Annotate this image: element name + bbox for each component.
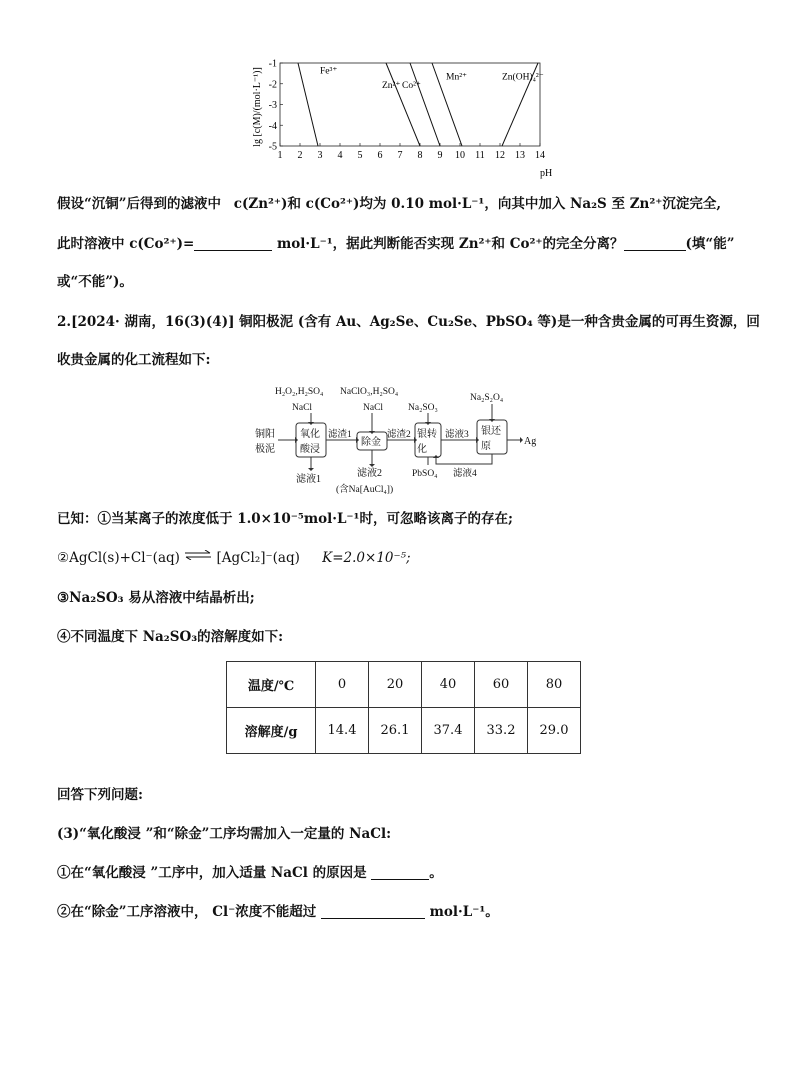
x-tick-label: 7 xyxy=(397,150,403,161)
filter-residue-1: 滤渣1 xyxy=(328,430,352,440)
q1-line1a: 假设“沉铜”后得到的滤液中 xyxy=(57,196,222,212)
solubility-cell: 37.4 xyxy=(422,708,475,754)
reagent-3: Na₂SO₃ xyxy=(408,403,438,413)
reagent-1: H₂O₂,H₂SO₄ xyxy=(275,387,324,397)
x-tick-label: 1 xyxy=(277,150,283,161)
y-tick-label: -3 xyxy=(268,100,277,111)
q1-line1b: c(Zn²⁺)和 c(Co²⁺)均为 0.10 mol·L⁻¹，向其中加入 Na₂S 至 Zn²⁺沉淀完全, xyxy=(233,196,722,212)
plot-frame xyxy=(280,63,540,146)
reagent-4: Na₂S₂O₄ xyxy=(470,393,504,403)
y-tick-label: -1 xyxy=(268,58,277,70)
q1-line2b: mol·L⁻¹，据此判断能否实现 Zn²⁺和 Co²⁺的完全分离？ xyxy=(277,236,624,252)
x-tick-label: 8 xyxy=(417,150,423,161)
box4-line2: 原 xyxy=(481,441,491,452)
question-3b xyxy=(57,903,499,921)
answer-blank-1[interactable] xyxy=(194,236,272,251)
solubility-cell: 33.2 xyxy=(475,708,528,754)
box3-line1: 银转 xyxy=(417,429,437,440)
series-label-3: Mn²⁺ xyxy=(446,72,468,83)
solubility-cell: 29.0 xyxy=(528,708,581,754)
filtrate-1: 滤液1 xyxy=(296,474,321,485)
row-header-temp: 温度/℃ xyxy=(227,662,316,708)
answer-prompt: 回答下列问题: xyxy=(57,787,143,803)
temp-cell: 60 xyxy=(475,662,528,708)
x-tick-label: 14 xyxy=(535,150,545,161)
x-axis-label: pH xyxy=(540,168,553,179)
table-row xyxy=(227,708,581,754)
box4-line1: 银还 xyxy=(481,426,501,437)
known-2b: [AgCl₂]⁻(aq) xyxy=(216,550,300,566)
x-tick-label: 2 xyxy=(297,150,303,161)
box1-line2: 酸浸 xyxy=(300,444,320,455)
y-axis-label: lg [c(M)/(mol·L⁻¹)] xyxy=(252,67,263,147)
known-3: ③Na₂SO₃ 易从溶液中结晶析出; xyxy=(57,590,255,606)
series-label-0: Fe³⁺ xyxy=(320,66,338,77)
ph-chart xyxy=(240,55,560,180)
start-label-2: 极泥 xyxy=(255,444,275,455)
question-3a-text: ①在“氧化酸浸 ”工序中，加入适量 NaCl 的原因是 xyxy=(57,865,367,881)
solubility-cell: 14.4 xyxy=(316,708,369,754)
series-label-1: Zn²⁺ xyxy=(382,80,401,91)
known-2c: K=2.0×10⁻⁵; xyxy=(322,550,411,566)
y-tick-label: -4 xyxy=(268,120,277,132)
q1-line2 xyxy=(57,235,734,253)
answer-blank-2[interactable] xyxy=(624,236,686,251)
known-2 xyxy=(57,549,411,567)
question-3: (3)“氧化酸浸 ”和“除金”工序均需加入一定量的 NaCl: xyxy=(57,826,392,842)
chart-plot xyxy=(269,59,545,162)
box2-label: 除金 xyxy=(361,437,381,448)
q2-line2: 收贵金属的化工流程如下: xyxy=(57,352,211,368)
q1-line2c: (填“能” xyxy=(685,236,735,252)
answer-blank-3[interactable] xyxy=(371,865,429,880)
temp-cell: 80 xyxy=(528,662,581,708)
product-ag: Ag xyxy=(524,436,537,447)
series-line-0 xyxy=(298,63,318,146)
x-tick-label: 10 xyxy=(455,150,465,161)
question-3b-end: mol·L⁻¹。 xyxy=(429,904,499,920)
solubility-table xyxy=(226,661,581,754)
x-tick-label: 9 xyxy=(437,150,443,161)
x-tick-label: 13 xyxy=(515,150,525,161)
filtrate-3: 滤液3 xyxy=(445,430,469,440)
answer-blank-4[interactable] xyxy=(321,904,425,919)
question-3a-end: 。 xyxy=(429,865,443,881)
filtrate-2: 滤液2 xyxy=(357,468,382,479)
reagent-2b: NaCl xyxy=(363,403,384,413)
filtrate-2-note: (含Na[AuCl₄]) xyxy=(336,485,394,495)
solubility-cell: 26.1 xyxy=(369,708,422,754)
box1-line1: 氧化 xyxy=(300,429,320,440)
known-4: ④不同温度下 Na₂SO₃的溶解度如下: xyxy=(57,629,284,645)
reagent-2: NaClO₃,H₂SO₄ xyxy=(340,387,399,397)
reagent-1b: NaCl xyxy=(292,403,313,413)
temp-cell: 0 xyxy=(316,662,369,708)
known-2a: ②AgCl(s)+Cl⁻(aq) xyxy=(57,550,180,566)
filter-residue-2: 滤渣2 xyxy=(387,430,411,440)
pbso4-label: PbSO₄ xyxy=(412,469,438,479)
question-3b-text: ②在“除金”工序溶液中， Cl⁻浓度不能超过 xyxy=(57,904,317,920)
series-label-4: Zn(OH)₄²⁻ xyxy=(502,72,544,83)
row-header-solubility: 溶解度/g xyxy=(227,708,316,754)
process-flow-diagram xyxy=(250,380,550,502)
known-1: 已知：①当某离子的浓度低于 1.0×10⁻⁵mol·L⁻¹时，可忽略该离子的存在; xyxy=(57,511,513,527)
x-tick-label: 6 xyxy=(377,150,383,161)
filtrate-4: 滤液4 xyxy=(453,469,477,479)
x-tick-label: 11 xyxy=(475,150,485,161)
q1-line2a: 此时溶液中 c(Co²⁺)= xyxy=(57,236,195,252)
q2-line1: 2.[2024· 湖南，16(3)(4)] 铜阳极泥 (含有 Au、Ag₂Se、Cu₂Se、PbSO₄ 等)是一种含贵金属的可再生资源，回 xyxy=(57,314,760,330)
q1-line3: 或“不能”)。 xyxy=(57,274,133,290)
temp-cell: 20 xyxy=(369,662,422,708)
question-3a xyxy=(57,864,443,882)
equilibrium-arrow-icon xyxy=(184,550,212,560)
start-label-1: 铜阳 xyxy=(255,429,275,440)
box3-line2: 化 xyxy=(417,444,427,455)
x-tick-label: 4 xyxy=(337,150,343,161)
x-tick-label: 3 xyxy=(317,150,323,161)
series-label-2: Co²⁺ xyxy=(402,80,421,91)
y-tick-label: -5 xyxy=(268,141,277,153)
temp-cell: 40 xyxy=(422,662,475,708)
x-tick-label: 5 xyxy=(357,150,363,161)
y-tick-label: -2 xyxy=(268,79,277,91)
table-row xyxy=(227,662,581,708)
q1-line1 xyxy=(57,195,721,213)
x-tick-label: 12 xyxy=(495,150,505,161)
